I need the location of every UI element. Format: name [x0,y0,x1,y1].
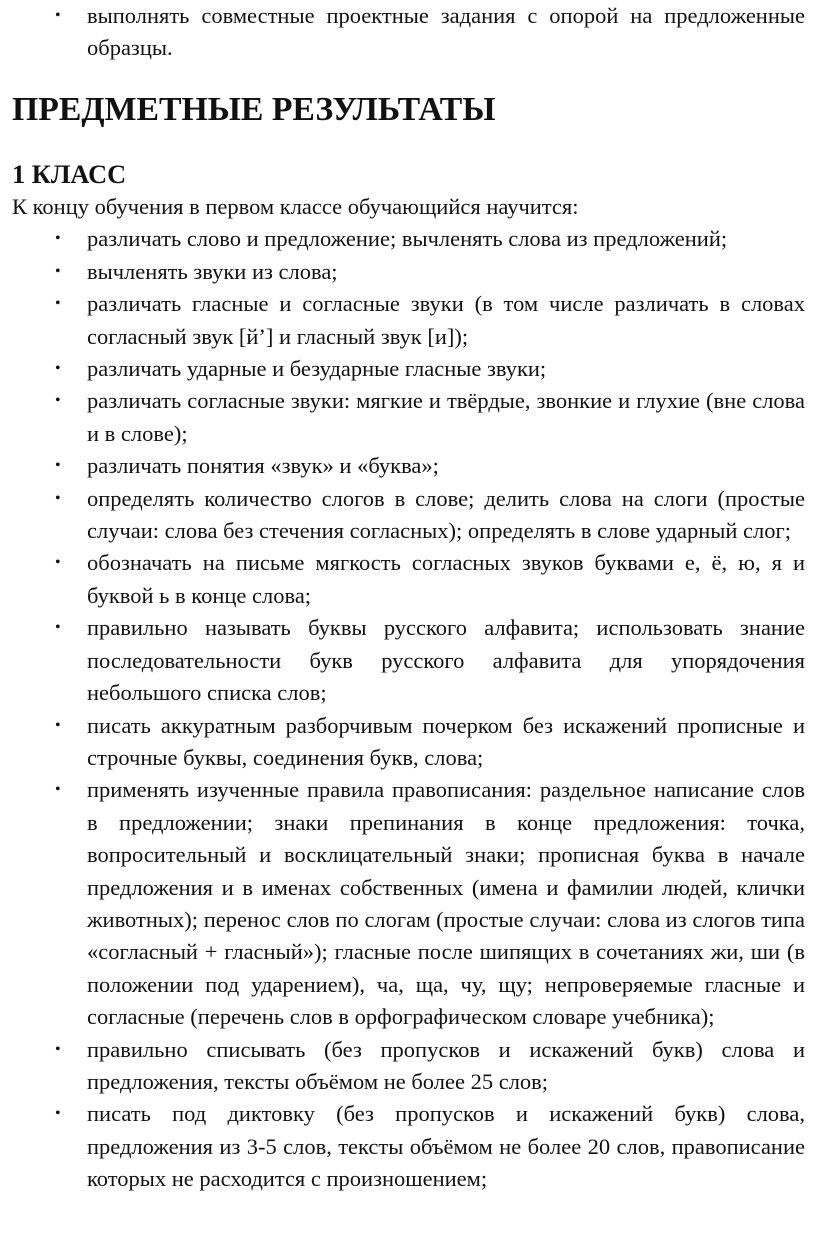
list-item-text: вычленять звуки из слова; [87,258,338,284]
bullet-icon: • [55,360,61,378]
bullet-icon: • [55,716,61,734]
intro-text: К концу обучения в первом классе обучающийся научится: [12,194,579,220]
bullet-icon: • [55,295,61,313]
list-item-text: различать ударные и безударные гласные звуки; [87,356,547,382]
bullet-icon: • [55,489,61,507]
list-item [12,547,805,612]
section-heading: ПРЕДМЕТНЫЕ РЕЗУЛЬТАТЫ [12,90,496,128]
list-item [12,256,805,288]
list-item [12,223,805,255]
list-item [12,612,805,709]
list-item [12,483,805,548]
list-item-text: писать под диктовку (без пропусков и искажений букв) слова, предложения из 3-5 слов, тексты объёмом не более 20 слов, правописание которых не расходится с произношением; [87,1101,805,1192]
bullet-icon: • [55,1040,61,1058]
list-item [12,0,805,65]
list-item [12,288,805,353]
list-item-text: различать согласные звуки: мягкие и твёрдые, звонкие и глухие (вне слова и в слове); [87,388,805,446]
list-item-text: правильно называть буквы русского алфавита; использовать знание последовательности букв русского алфавита для упорядочения небольшого списка слов; [87,615,805,706]
list-item-text: правильно списывать (без пропусков и искажений букв) слова и предложения, тексты объёмом не более 25 слов; [87,1036,805,1094]
list-item-text: различать слово и предложение; вычленять слова из предложений; [87,226,728,252]
list-item-text: определять количество слогов в слове; делить слова на слоги (простые случаи: слова без стечения согласных); определять в слове ударный слог; [87,485,805,544]
bullet-icon: • [55,7,61,24]
document-page [12,0,805,1196]
list-item-text: различать понятия «звук» и «буква»; [87,453,439,479]
top-bullet-list [12,0,805,65]
list-item [12,710,805,775]
list-item-text: обозначать на письме мягкость согласных звуков буквами е, ё, ю, я и буквой ь в конце слова; [87,550,805,608]
class-heading: 1 КЛАСС [12,159,127,189]
bullet-icon: • [55,230,61,248]
bullet-icon: • [55,457,61,475]
list-item-text: применять изученные правила правописания: раздельное написание слов в предложении; знаки препинания в конце предложения: точка, вопросительный и восклицательный знаки; прописная буква в начале предложения и в именах собственных (имена и фамилии людей, клички животных); перенос слов по слогам (простые случаи: слова из слогов типа «согласный + гласный»); гласные после шипящих в сочетаниях жи, ши (в положении под ударением), ча, ща, чу, щу; непроверяемые гласные и согласные (перечень слов в орфографическом словаре учебника); [87,777,805,1030]
results-bullet-list [12,223,805,1195]
list-item [12,353,805,385]
bullet-icon: • [55,554,61,572]
list-item-text: писать аккуратным разборчивым почерком без искажений прописные и строчные буквы, соединения букв, слова; [87,712,805,770]
bullet-icon: • [55,619,61,637]
list-item [12,774,805,1033]
list-item-text: выполнять совместные проектные задания с опорой на предложенные образцы. [87,3,805,61]
list-item [12,1034,805,1099]
bullet-icon: • [55,1105,61,1123]
list-item [12,1098,805,1195]
list-item-text: различать гласные и согласные звуки (в том числе различать в словах согласный звук [й’] и гласный звук [и]); [87,291,805,349]
list-item [12,450,805,482]
bullet-icon: • [55,262,61,280]
list-item [12,385,805,450]
bullet-icon: • [55,392,61,410]
bullet-icon: • [55,781,61,799]
